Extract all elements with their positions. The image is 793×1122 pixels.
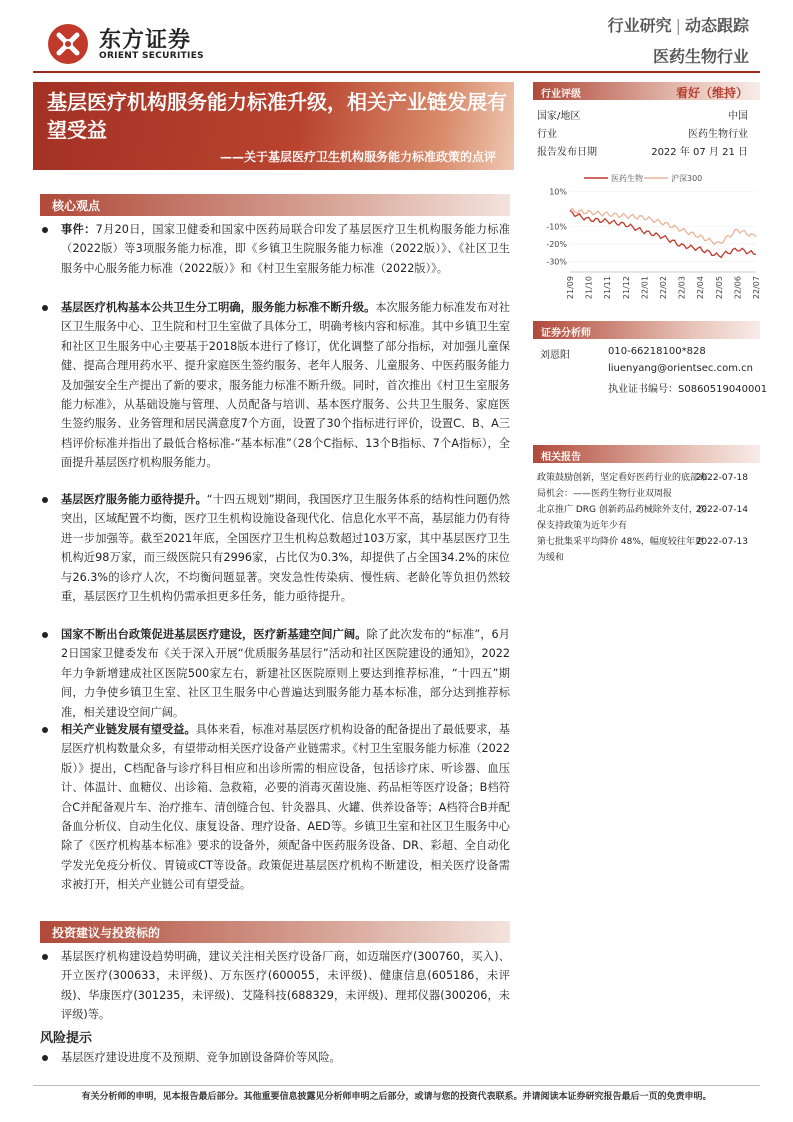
y-tick-label: -20% [546,239,567,249]
invest-heading: 投资建议与投资标的 [40,921,510,943]
x-tick-label: 22/07 [752,276,761,300]
x-tick-label: 21/09 [566,276,575,300]
x-tick-label: 21/11 [603,276,613,300]
analyst-cert: 执业证书编号：S0860519040001 [608,384,768,395]
core-item-2: 基层医疗机构基本公共卫生分工明确，服务能力标准不断升级。本次服务能力标准发布对社区卫生服务中心、卫生院和村卫生室做了具体分工，明确考核内容和标准。其中乡镇卫生室和社区卫生服务中心主要基于2018版本进行了修订，优化调整了部分指标，对加强儿童保健、提高合理用药水平、提升家庭医生签约服务、老年人服务、儿童服务、中医药服务能力及加强安全生产提出了新的要求，服务能力标准不断升级。同时，首次推出《村卫生室服务能力标准》，从基础设施与管理、人员配备与培训、基本医疗服务、公共卫生服务、家庭医生签约服务、业务管理和居民满意度7个方面，设置了30个指标进行评价，设置C、B、A三档评价标准并指出了最低合格标准-“基本标准”（28个C指标、13个B指标、7个A指标），全面提升基层医疗机构服务能力。 [42,298,510,473]
footer-disclaimer: 有关分析师的申明，见本报告最后部分。其他重要信息披露见分析师申明之后部分，或请与您的投资代表联系。并请阅读本证券研究报告最后一页的免责申明。 [81,1092,712,1102]
footer-divider [33,1085,760,1086]
x-tick-label: 22/01 [640,276,650,300]
relative-performance-chart [534,172,760,307]
brand-name-en: ORIENT SECURITIES [99,51,204,61]
invest-item: 基层医疗机构建设趋势明确，建议关注相关医疗设备厂商，如迈瑞医疗(300760，买入)、开立医疗(300633，未评级)、万东医疗(600055，未评级)、健康信息(605186，未评级)、华康医疗(301235，未评级)、艾隆科技(688329，未评级)、理邦仪器(300206，未评级)等。 [42,947,510,1025]
related-heading: 相关报告 [533,445,760,463]
x-tick-label: 22/03 [677,276,687,300]
core-item-5: 相关产业链发展有望受益。具体来看，标准对基层医疗机构设备的配备提出了最低要求，基层医疗机构数量众多，有望带动相关医疗设备产业链需求。《村卫生室服务能力标准（2022版）》提出，C档配备与诊疗科目相应和出诊所需的相应设备，包括诊疗床、听诊器、血压计、体温计、血糖仪、出诊箱、急救箱，必要的消毒灭菌设施、药品柜等医疗设备；B档符合C并配备观片车、治疗推车、清创缝合包、针灸器具、火罐、供养设备等；A档符合B并配备血分析仪、自动生化仪、康复设备、理疗设备、AED等。乡镇卫生室和社区卫生服务中心除了《医疗机构基本标准》要求的设备外，须配备中医药服务设备、DR、彩超、全自动化学发光免疫分析仪、胃镜或CT等设备。政策促进基层医疗机构不断建设，相关医疗设备需求被打开，相关产业链公司有望受益。 [42,720,510,895]
orient-logo-icon [47,23,89,65]
bullet-icon [42,954,48,960]
bullet-icon [42,305,48,311]
analyst-heading: 证券分析师 [533,321,760,339]
brand-logo [47,21,217,67]
core-views-heading: 核心观点 [40,194,510,216]
legend-label-1: 沪深300 [671,174,703,183]
x-tick-label: 21/10 [584,276,594,300]
x-tick-label: 22/05 [714,276,724,300]
x-tick-label: 22/04 [696,276,706,300]
series-line-医药生物 [570,211,756,258]
x-tick-label: 21/12 [621,276,631,300]
header-divider [33,71,760,73]
title-banner [33,82,514,170]
report-subtitle: ——关于基层医疗卫生机构服务能力标准政策的点评 [219,150,496,164]
risk-item: 基层医疗建设进度不及预期、竞争加剧设备降价等风险。 [42,1048,510,1067]
rating-heading: 行业评级 看好（维持） [533,82,760,100]
x-tick-label: 22/02 [659,276,668,300]
bullet-icon [42,227,48,233]
y-tick-label: 10% [549,187,567,197]
report-type-header: 行业研究 | 动态跟踪 医药生物行业 [607,16,749,66]
analyst-name: 刘恩阳 [540,350,570,361]
analyst-phone: 010-66218100*828 [608,346,706,357]
core-item-3: 基层医疗服务能力亟待提升。“十四五规划”期间，我国医疗卫生服务体系的结构性问题仍然突出，区域配置不均衡，医疗卫生机构设施设备现代化、信息化水平不高，基层能力仍有待进一步加强等。截至2021年底，全国医疗卫生机构总数超过103万家，其中基层医疗卫生机构近98万家，而三级医院只有2996家，占比仅为0.3%，却提供了占全国34.2%的床位与26.3%的诊疗人次，不均衡问题显著。突发急性传染病、慢性病、老龄化等负担仍然较重，基层医疗卫生机构仍需承担更多任务，能力亟待提升。 [42,490,510,606]
report-title: 基层医疗机构服务能力标准升级，相关产业链发展有望受益 [47,90,507,142]
bullet-icon [42,727,48,733]
y-tick-label: -10% [546,222,567,232]
core-item-4: 国家不断出台政策促进基层医疗建设，医疗新基建空间广阔。除了此次发布的“标准”，6月2日国家卫健委发布《关于深入开展“优质服务基层行”活动和社区医院建设的通知》，2022年力争新增建成社区医院500家左右，新建社区医院原则上要达到推荐标准，“十四五”期间，力争使乡镇卫生室、社区卫生服务中心普遍达到服务能力基本标准，部分达到推荐标准，相关建设空间广阔。 [42,625,510,722]
analyst-email[interactable]: liuenyang@orientsec.com.cn [608,363,753,374]
core-item-1: 事件：7月20日，国家卫健委和国家中医药局联合印发了基层医疗卫生机构服务能力标准（2022版）等3项服务能力标准，即《乡镇卫生院服务能力标准（2022版）》、《社区卫生服务中心服务能力标准（2022版）》和《村卫生室服务能力标准（2022版）》。 [42,220,510,278]
report-type: 行业研究 [607,16,672,35]
risk-heading: 风险提示 [40,1031,93,1046]
bullet-icon [42,632,48,638]
rating-value: 看好（维持） [675,86,748,100]
x-tick-label: 22/06 [733,276,743,300]
industry-name: 医药生物行业 [652,47,749,66]
bullet-icon [42,1055,48,1061]
brand-name-cn: 东方证券 [99,28,192,53]
bullet-icon [42,497,48,503]
legend-label-0: 医药生物 [611,174,643,183]
y-tick-label: -30% [546,257,567,267]
report-subtype: 动态跟踪 [684,16,749,35]
